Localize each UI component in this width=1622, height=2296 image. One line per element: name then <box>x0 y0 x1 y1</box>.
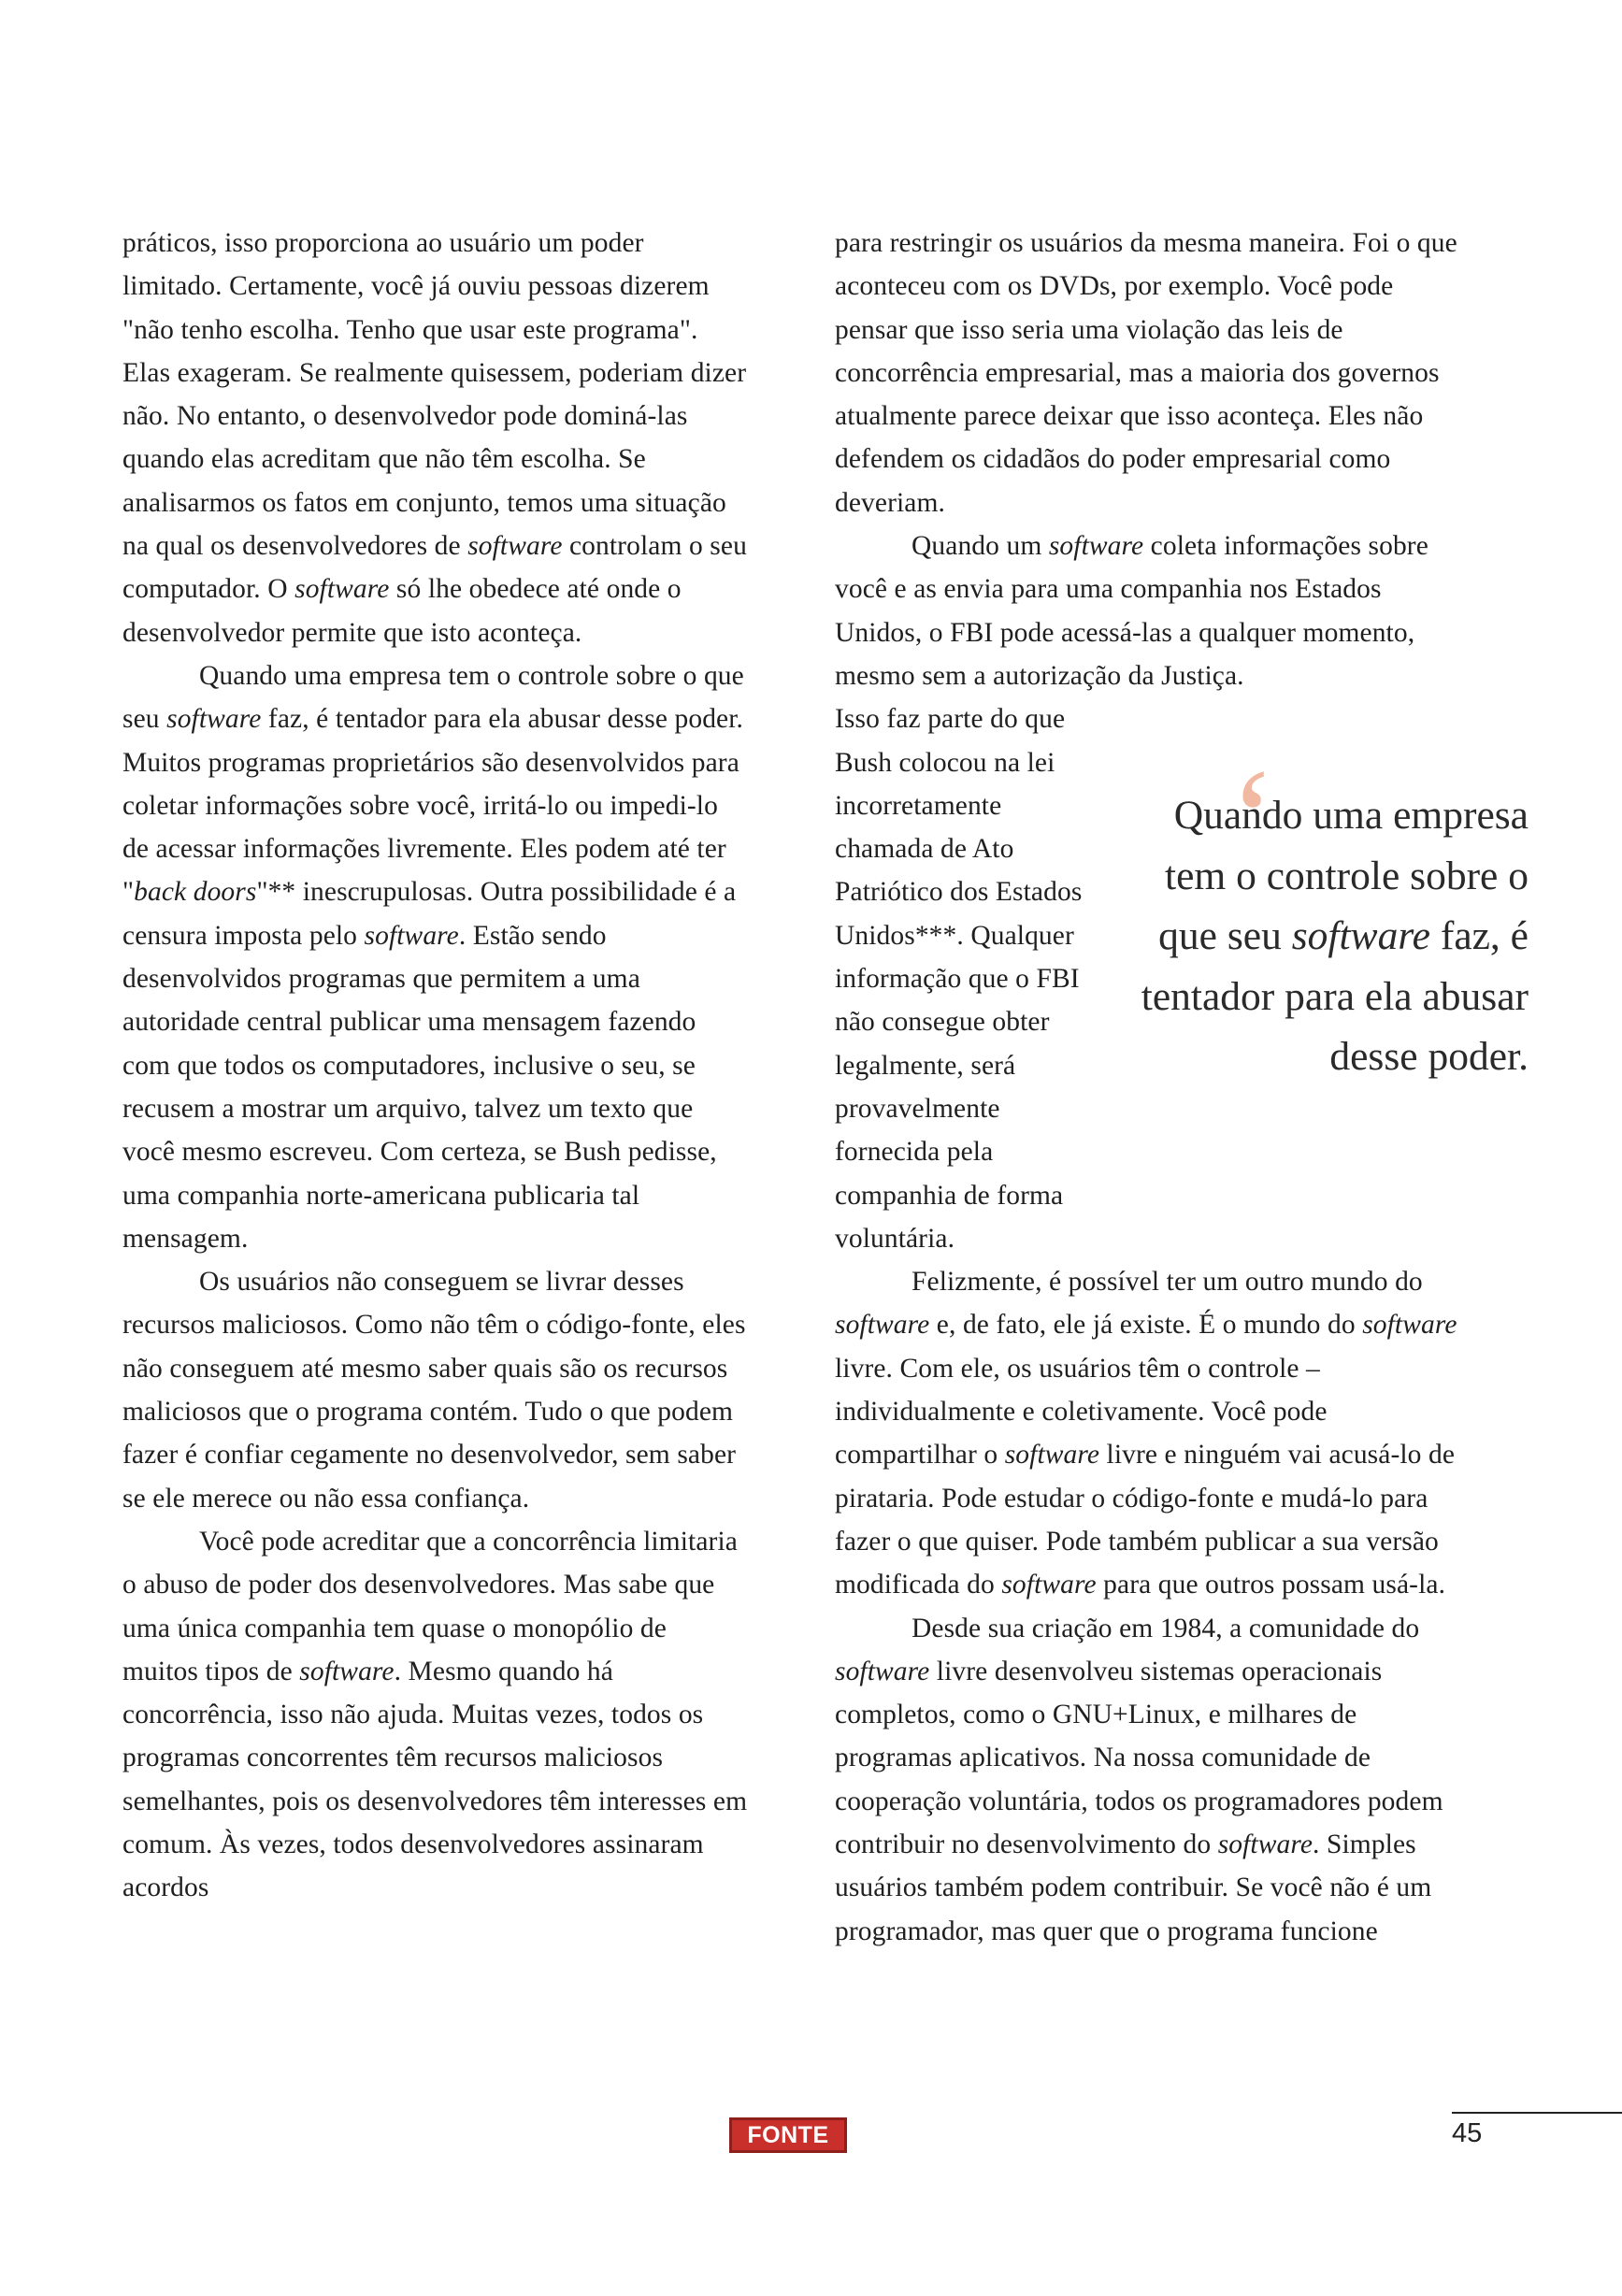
text-line: companhia de forma <box>835 1180 1064 1211</box>
paragraph: Os usuários não conseguem se livrar desses recursos maliciosos. Como não têm o código-fonte, eles não conseguem até mesmo saber quais são os recursos maliciosos que o programa contém. Tudo o que podem fazer é confiar cegamente no desenvolvedor, sem saber se ele merece ou não essa confiança. <box>122 1267 746 1514</box>
quote-mark-icon: ‘ <box>1229 740 1276 896</box>
text-line: incorretamente <box>835 790 1002 821</box>
footer-rule <box>1452 2112 1622 2114</box>
text-line: voluntária. <box>835 1223 955 1254</box>
text-line: provavelmente <box>835 1093 1000 1124</box>
paragraph: Você pode acreditar que a concorrência limitaria o abuso de poder dos desenvolvedores. Mas sabe que uma única companhia tem quase o monopólio de muitos tipos de software. Mesmo quando há concorrência, isso não ajuda. Muitas vezes, todos os programas concorrentes têm recursos maliciosos semelhantes, pois os desenvolvedores têm interesses em comum. Às vezes, todos desenvolvedores assinaram acordos <box>122 1526 748 1903</box>
text-line: informação que o FBI <box>835 964 1080 995</box>
pull-quote <box>1136 740 1529 1087</box>
paragraph: Quando uma empresa tem o controle sobre o que seu software faz, é tentador para ela abusar desse poder. Muitos programas proprietários são desenvolvidos para coletar informações sobre você, irritá-lo ou impedi-lo de acessar informações livremente. Eles podem até ter "back doors"** inescrupulosas. Outra possibilidade é a censura imposta pelo software. Estão sendo desenvolvidos programas que permitem a uma autoridade central publicar uma mensagem fazendo com que todos os computadores, inclusive o seu, se recusem a mostrar um arquivo, talvez um texto que você mesmo escreveu. Com certeza, se Bush pedisse, uma companhia norte-americana publicaria tal mensagem. <box>122 660 744 1254</box>
right-column <box>835 222 1461 1953</box>
text-line: fornecida pela <box>835 1137 994 1168</box>
paragraph: Quando um software coleta informações sobre você e as envia para uma companhia nos Estados Unidos, o FBI pode acessá-las a qualquer momento, mesmo sem a autorização da Justiça. <box>835 531 1428 691</box>
fonte-logo <box>729 2117 847 2153</box>
text-line: chamada de Ato <box>835 834 1014 865</box>
text-line: Unidos***. Qualquer <box>835 920 1074 951</box>
paragraph: para restringir os usuários da mesma maneira. Foi o que aconteceu com os DVDs, por exemplo. Você pode pensar que isso seria uma violação das leis de concorrência empresarial, mas a maioria dos governos atualmente parece deixar que isso aconteça. Eles não defendem os cidadãos do poder empresarial como deveriam. <box>835 228 1457 518</box>
paragraph: práticos, isso proporciona ao usuário um poder limitado. Certamente, você já ouviu pessoas dizerem "não tenho escolha. Tenho que usar este programa". Elas exageram. Se realmente quisessem, poderiam dizer não. No entanto, o desenvolvedor pode dominá-las quando elas acreditam que não têm escolha. Se analisarmos os fatos em conjunto, temos uma situação na qual os desenvolvedores de software controlam o seu computador. O software só lhe obedece até onde o desenvolvedor permite que isto aconteça. <box>122 228 747 648</box>
text-line: Isso faz parte do que <box>835 704 1066 735</box>
text-line: Bush colocou na lei <box>835 747 1055 778</box>
text-line: Patriótico dos Estados <box>835 877 1083 908</box>
paragraph: Felizmente, é possível ter um outro mundo do software e, de fato, ele já existe. É o mundo do software livre. Com ele, os usuários têm o controle – individualmente e coletivamente. Você pode compartilhar o software livre e ninguém vai acusá-lo de pirataria. Pode estudar o código-fonte e mudá-lo para fazer o que quiser. Pode também publicar a sua versão modificada do software para que outros possam usá-la. <box>835 1267 1457 1600</box>
left-column <box>122 222 749 1910</box>
logo-text: FONTE <box>747 2121 829 2148</box>
page-number: 45 <box>1452 2118 1483 2148</box>
paragraph: Desde sua criação em 1984, a comunidade do software livre desenvolveu sistemas operacionais completos, como o GNU+Linux, e milhares de programas aplicativos. Na nossa comunidade de cooperação voluntária, todos os programadores podem contribuir no desenvolvimento do software. Simples usuários também podem contribuir. Se você não é um programador, mas quer que o programa funcione <box>835 1613 1443 1946</box>
text-line: não consegue obter <box>835 1007 1050 1038</box>
text-line: legalmente, será <box>835 1050 1016 1081</box>
pull-quote-text: Quando uma empresa tem o controle sobre o que seu software faz, é tentador para ela abusar desse poder. <box>1141 793 1529 1079</box>
